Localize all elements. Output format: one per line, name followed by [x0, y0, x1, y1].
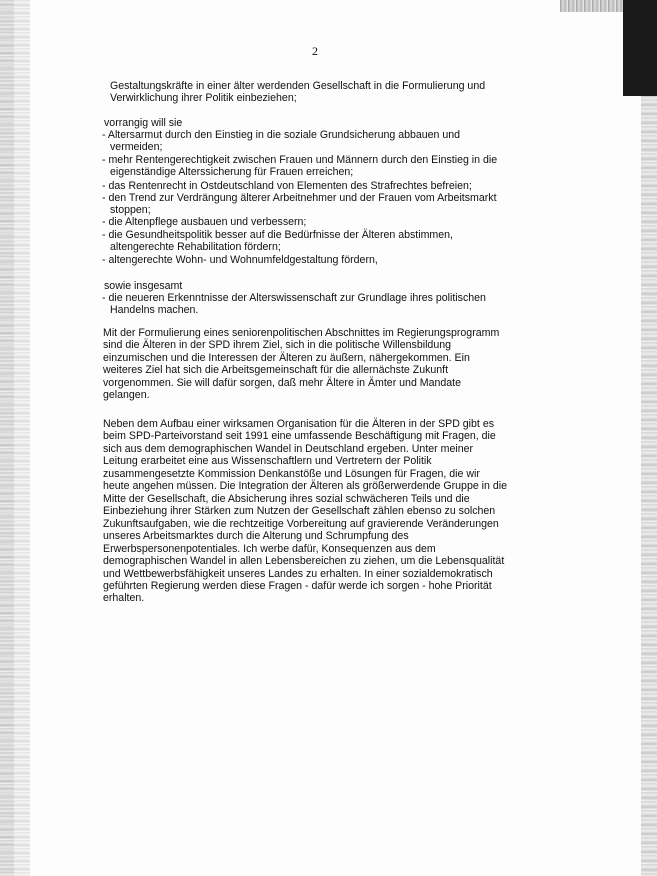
paragraph-2-line: und Wettbewerbsfähigkeit unseres Landes zu erhalten. In einer sozialdemokratisch [103, 568, 493, 580]
priority-item: - die Altenpflege ausbauen und verbessern; [102, 216, 307, 228]
priority-item: - das Rentenrecht in Ostdeutschland von Elementen des Strafrechtes befreien; [102, 180, 472, 192]
paragraph-1-line: weiteres Ziel hat sich die Arbeitsgemeinschaft für die allernächste Zukunft [103, 364, 449, 376]
priority-item: - den Trend zur Verdrängung älterer Arbeitnehmer und der Frauen vom Arbeitsmarkt [102, 192, 497, 204]
priority-item-cont: stoppen; [110, 204, 151, 216]
paragraph-1-line: gelangen. [103, 389, 150, 401]
paragraph-2-line: Neben dem Aufbau einer wirksamen Organisation für die Älteren in der SPD gibt es [103, 418, 495, 430]
overall-item: - die neueren Erkenntnisse der Alterswissenschaft zur Grundlage ihres politischen [102, 292, 486, 304]
paragraph-2-line: geführten Regierung werden diese Fragen - dafür werde ich sorgen - hohe Priorität [103, 580, 492, 592]
paragraph-2-line: sich aus dem demographischen Wandel in Deutschland ergeben. Unter meiner [103, 443, 474, 455]
paragraph-2-line: beim SPD-Parteivorstand seit 1991 eine umfassende Beschäftigung mit Fragen, die [103, 430, 496, 442]
scan-edge-right [641, 0, 657, 876]
scan-edge-left-shadow [0, 0, 30, 876]
priorities-intro: vorrangig will sie [104, 117, 183, 129]
intro-line: Gestaltungskräfte in einer älter werdenden Gesellschaft in die Formulierung und [110, 80, 486, 92]
overall-intro: sowie insgesamt [104, 280, 183, 292]
paragraph-2-line: heute angehen müssen. Die Integration der Älteren als größerwerdende Gruppe in die [103, 480, 507, 492]
priority-item: - mehr Rentengerechtigkeit zwischen Frauen und Männern durch den Einstieg in die [102, 154, 498, 166]
paragraph-1-line: sind die Älteren in der SPD ihrem Ziel, sich in die politische Willensbildung [103, 339, 451, 351]
paragraph-2-line: Erwerbspersonenpotentiales. Ich werbe dafür, Konsequenzen aus dem [103, 543, 436, 555]
paragraph-2-line: Zukunftsaufgaben, wie die rechtzeitige Vorbereitung auf gravierende Veränderungen [103, 518, 499, 530]
priority-item-cont: altengerechte Rehabilitation fördern; [110, 241, 281, 253]
paragraph-2-line: Mitte der Gesellschaft, die Absicherung ihres sozial schwächeren Teils und die [103, 493, 470, 505]
scan-corner-shadow [623, 0, 657, 96]
paragraph-2-line: unseres Arbeitsmarktes durch die Alterung und Schrumpfung des [103, 530, 409, 542]
paragraph-1-line: vorgenommen. Sie will dafür sorgen, daß mehr Ältere in Ämter und Mandate [103, 377, 462, 389]
priority-item-cont: eigenständige Alterssicherung für Frauen erreichen; [110, 166, 354, 178]
intro-line: Verwirklichung ihrer Politik einbeziehen; [110, 92, 297, 104]
paragraph-2-line: erhalten. [103, 592, 145, 604]
paragraph-2-line: zusammengesetzte Kommission Denkanstöße und Lösungen für Fragen, die wir [103, 468, 480, 480]
priority-item-cont: vermeiden; [110, 141, 163, 153]
paragraph-1-line: Mit der Formulierung eines seniorenpolitischen Abschnittes im Regierungsprogramm [103, 327, 500, 339]
priority-item: - die Gesundheitspolitik besser auf die Bedürfnisse der Älteren abstimmen, [102, 229, 453, 241]
overall-item-cont: Handelns machen. [110, 304, 199, 316]
paragraph-1-line: einzumischen und die Interessen der Älteren zu äußern, nähergekommen. Ein [103, 352, 470, 364]
paragraph-2-line: Einbeziehung ihrer Stärken zum Nutzen der Gesellschaft zählen ebenso zu solchen [103, 505, 496, 517]
page-number: 2 [312, 44, 318, 58]
paragraph-2-line: Leitung erarbeitet eine aus Wissenschaftlern und Vertretern der Politik [103, 455, 432, 467]
priority-item: - Altersarmut durch den Einstieg in die soziale Grundsicherung abbauen und [102, 129, 461, 141]
priority-item: - altengerechte Wohn- und Wohnumfeldgestaltung fördern, [102, 254, 378, 266]
paragraph-2-line: demographischen Wandel in allen Lebensbereichen zu ziehen, um die Lebensqualität [103, 555, 505, 567]
